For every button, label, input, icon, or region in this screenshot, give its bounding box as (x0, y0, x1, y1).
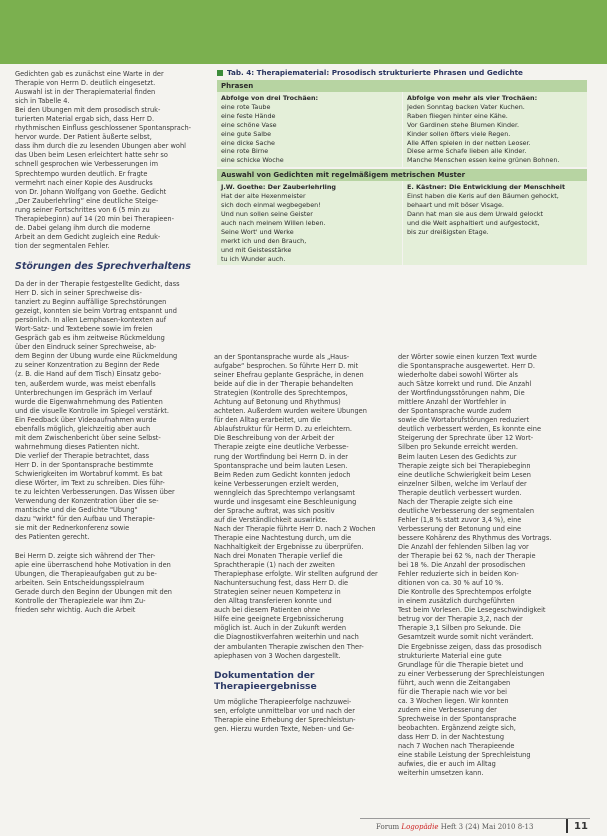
text-line: Nach der Therapie zeigte sich eine (398, 497, 513, 506)
table-cell-line: Dann hat man sie aus dem Urwald gelockt (407, 209, 544, 218)
footer-journal (376, 823, 533, 831)
table-cell-line: auch nach meinem Willen leben. (221, 218, 326, 227)
table-cell-title: Abfolge von mehr als vier Trochäen: (407, 94, 538, 102)
text-line: ten, außerdem wurde, was meist ebenfalls (15, 379, 156, 388)
top-color-band (0, 0, 607, 64)
text-line: mit dem Zwischenbericht über seine Selbst- (15, 433, 161, 442)
text-line: Kontrolle der Therapieziele war ihm Zu- (15, 597, 146, 606)
text-line: rung der Wortfindung bei Herrn D. in der (214, 452, 348, 461)
table-cell-line: Einst haben die Kerls auf den Bäumen gehockt, (407, 192, 559, 201)
text-line: Strategien (Kontrolle des Sprechtempos, (214, 389, 348, 398)
text-line: zudem eine Verbesserung der (398, 705, 497, 714)
journal-name-accent: Logopädie (401, 823, 439, 831)
text-line: apie eine überraschend hohe Motivation in den (15, 561, 171, 570)
text-line: für den Alltag erarbeitet, um die (214, 416, 321, 425)
table-cell-line: merkt ich und den Brauch, (221, 236, 307, 245)
text-line: Therapie eine Nachtestung durch, um die (214, 533, 352, 542)
text-line: Nachuntersuchung fest, dass Herr D. die (214, 579, 349, 588)
text-line: wurde und insgesamt eine Beschleunigung (214, 497, 357, 506)
text-line: (z. B. die Hand auf dem Tisch) Einsatz gebo- (15, 370, 162, 379)
table-cell-trochees-3 (217, 92, 402, 167)
text-line: Herr D. sich in seiner Sprechweise dis- (15, 289, 142, 298)
page-number: 11 (574, 821, 588, 832)
text-line: Die Anzahl der fehlenden Silben lag vor (398, 542, 529, 551)
text-line: beide auf die in der Therapie behandelten (214, 380, 354, 389)
text-line: Wort-Satz- und Textebene sowie im freien (15, 325, 153, 334)
text-line: Herr D. in der Spontansprache bestimmte (15, 460, 154, 469)
table-cell-line: eine rote Taube (221, 102, 271, 111)
text-line: Strategien seiner neuen Kompetenz in (214, 588, 341, 597)
text-line: der Therapie bei 62 %, nach der Therapie (398, 552, 536, 561)
text-line: achteten. Außerdem wurden weitere Übungen (214, 407, 367, 416)
table-cell-line: Vor Gardinen stehe Blumen Kinder. (407, 120, 520, 129)
table-cell-poem-goethe (217, 181, 402, 265)
text-line: Die Kontrolle des Sprechtempos erfolgte (398, 588, 532, 597)
text-line: den Alltag transferieren konnte und (214, 597, 332, 606)
square-bullet-icon (217, 70, 223, 76)
text-line: Therapie eine Erhebung der Sprechleistun- (214, 716, 356, 725)
text-line: der Wortfindungsstörungen nahm, Die (398, 389, 525, 398)
table-cell-line: und die Welt asphaltiert und aufgestockt, (407, 218, 540, 227)
table-cell-line: eine schöne Vase (221, 120, 277, 129)
text-line: Hilfe eine geeignete Ergebnissicherung (214, 615, 344, 624)
text-line: Bei Herrn D. zeigte sich während der Ther- (15, 552, 156, 560)
text-line: dem Beginn der Übung wurde eine Rückmeldung (15, 352, 178, 361)
text-line: wiederholte dabei sowohl Wörter als (398, 371, 518, 380)
text-line: wurde die Eigenwahrnehmung des Patienten (15, 397, 163, 406)
table-cell-line: eine schicke Woche (221, 156, 284, 165)
text-line: rhythmischen Einfluss geschlossener Spontansprach- (15, 124, 192, 133)
text-line: Therapie zeigte eine deutliche Verbesse- (214, 443, 349, 452)
text-line: strukturierte Material eine gute (398, 651, 502, 660)
table-title (217, 68, 587, 77)
table-cell-line: Und nun sollen seine Geister (221, 209, 313, 218)
text-line: der Sprache auftrat, was sich positiv (214, 506, 335, 515)
text-line: Steigerung der Sprechrate über 12 Wort- (398, 434, 534, 443)
table-header-phrasen: Phrasen (217, 80, 587, 92)
text-line: Therapie deutlich verbessert wurden. (398, 488, 522, 497)
table-cell-line: Seine Wort' und Werke (221, 227, 294, 236)
text-line: Therapie 3,1 Silben pro Sekunde. Die (398, 624, 521, 633)
text-line: bei 18 %. Die Anzahl der prosodischen (398, 561, 526, 570)
text-line: gen. Hierzu wurden Texte, Neben- und Ge- (214, 725, 355, 734)
text-line: Grundlage für die Therapie bietet und (398, 660, 524, 669)
table-cell-line: eine feste Hände (221, 111, 276, 120)
table-cell-line: Jeden Sonntag backen Vater Kuchen. (407, 102, 525, 111)
text-line: führt, auch wenn die Zeitangaben (398, 678, 511, 687)
text-line: Therapiebeginn) auf 14 (20 min bei Therapieen- (15, 214, 174, 223)
text-line: Test beim Vorlesen. Die Lesegeschwindigkeit (398, 606, 546, 615)
text-line: zu einer Verbesserung der Sprechleistungen (398, 669, 545, 678)
text-line: Schwierigkeiten im Wortabruf kommt. Es bat (15, 469, 163, 478)
text-line: des Patienten gerecht. (15, 533, 90, 542)
text-line: zu seiner Konzentration zu Beginn der Rede (15, 361, 160, 370)
footer-divider (566, 819, 568, 833)
text-line: der ambulanten Therapie zwischen den Ther- (214, 642, 364, 651)
text-line: aufgabe“ besprochen. So führte Herr D. mit (214, 362, 359, 371)
table-cell-line: eine gute Salbe (221, 129, 272, 138)
table-cell-line: Raben fliegen hinter eine Kähe. (407, 111, 508, 120)
text-line: sowie die Wortabrufstörungen reduziert (398, 416, 530, 425)
text-line: dazu "wirkt" für den Aufbau und Therapie- (15, 515, 155, 524)
text-line: in einem zusätzlich durchgeführten (398, 597, 515, 606)
text-line: das Üben beim Lesen erleichtert hatte sehr so (15, 151, 168, 160)
text-line: Therapie von Herrn D. deutlich eingesetzt. (15, 79, 156, 88)
table-cell-trochees-4 (402, 92, 587, 167)
text-line: die Spontansprache ausgewertet. Herr D. (398, 362, 535, 371)
text-line: Nach der Therapie führte Herr D. nach 2 Wochen (214, 524, 376, 533)
text-line: auch bei diesem Patienten ohne (214, 606, 321, 615)
text-line: Therapiephase erfolgte. Wir stellten aufgrund der (214, 570, 378, 579)
text-line: der Wörter sowie einen kurzen Text wurde (398, 353, 537, 361)
text-line: dass ihm durch die zu lesenden Übungen aber wohl (15, 142, 186, 151)
text-line: deutlich verbessert werden, Es konnte eine (398, 425, 541, 434)
issue-info: Heft 3 (24) Mai 2010 8-13 (440, 823, 534, 831)
table-cell-line: und mit Geistesstärke (221, 245, 292, 254)
text-line: Fehler (1,8 % statt zuvor 3,4 %), eine (398, 515, 522, 524)
text-line: Auswahl ist in der Therapiematerial finden (15, 88, 156, 97)
text-line: Ein Feedback über Videoaufnahmen wurde (15, 415, 157, 424)
text-line: „Der Zauberlehrling“ eine deutliche Steige- (15, 196, 159, 205)
text-line: tion der segmentalen Fehler. (15, 241, 110, 250)
text-line: Beim lauten Lesen des Gedichts zur (398, 452, 517, 461)
text-line: vermehrt nach einer Kopie des Ausdrucks (15, 178, 153, 187)
page-footer (0, 818, 607, 836)
text-line: Silben pro Sekunde erreicht werden. (398, 443, 518, 452)
text-line: sie mit der Rednerkonferenz sowie (15, 524, 130, 533)
column-1-top-text (15, 70, 199, 251)
text-line: auf die Verständlichkeit auswirkte. (214, 515, 328, 524)
text-line: hervor wurde. Der Patient äußerte selbst, (15, 133, 152, 142)
text-line: ca. 3 Wochen liegen. Wir konnten (398, 696, 509, 705)
column-1-bottom-text (15, 280, 199, 542)
text-line: de. Dabei gelang ihm durch die moderne (15, 223, 151, 232)
footer-rule (360, 818, 590, 819)
text-line: gezeigt, konnten sie beim Vortrag entspannt und (15, 307, 177, 316)
text-line: Nach drei Monaten Therapie verlief die (214, 552, 343, 561)
text-line: te zu leichten Verbesserungen. Das Wissen über (15, 488, 175, 497)
text-line: sich in Tabelle 4. (15, 97, 70, 106)
column-2-bottom-text (214, 698, 384, 734)
text-line: keine Verbesserungen erzielt werden, (214, 479, 339, 488)
table-cell-line: Hat der alte Hexenmeister (221, 192, 306, 201)
text-line: persönlich. In allen Lernphasen-kontexten auf (15, 316, 167, 325)
text-line: und die visuelle Kontrolle im Spiegel verstärkt. (15, 406, 169, 415)
text-line: Die verlief der Therapie betrachtet, dass (15, 451, 150, 460)
text-line: Übungen, die Therapieaufgaben gut zu be- (15, 570, 157, 579)
text-line: turierten Material ergab sich, dass Herr D. (15, 115, 155, 124)
table-cell-line: tu ich Wunder auch. (221, 254, 286, 263)
text-line: an der Spontansprache wurde als „Haus- (214, 353, 350, 361)
text-line: Verbesserung der Betonung und eine (398, 524, 522, 533)
text-line: apiephasen von 3 Wochen dargestellt. (214, 651, 341, 660)
text-line: möglich ist. Auch in der Zukunft werden (214, 624, 347, 633)
table-cell-line: sich doch einmal wegbegeben! (221, 201, 321, 210)
text-line: auch Sätze korrekt und rund. Die Anzahl (398, 380, 532, 389)
column-2-text (214, 353, 384, 661)
text-line: Bei den Übungen mit dem prosodisch struk- (15, 106, 161, 115)
text-line: frieden sehr wichtig. Auch die Arbeit (15, 606, 136, 615)
text-line: Die Beschreibung von der Arbeit der (214, 434, 335, 443)
table-cell-line: behaart und mit böser Visage. (407, 201, 504, 210)
text-line: Sprechweise in der Spontansprache (398, 714, 517, 723)
text-line: Verwendung der Konzentration über die se- (15, 497, 159, 506)
text-line: bessere Kohärenz des Rhythmus des Vortrags. (398, 533, 552, 542)
text-line: schnell gesprochen wie Verbesserungen im (15, 160, 158, 169)
text-line: Gedichten gab es zunächst eine Warte in der (15, 70, 164, 78)
text-line: Sprachtherapie (1) nach der zweiten (214, 561, 335, 570)
table-row-gedichte (217, 181, 587, 265)
section-heading-stoerungen: Störungen des Sprechverhaltens (15, 261, 191, 272)
table-cell-poem-kaestner (402, 181, 587, 265)
text-line: Gespräch gab es ihm zeitweise Rückmeldung (15, 334, 165, 343)
table-cell-line: Alle Affen spielen in der netten Leoser. (407, 138, 531, 147)
text-line: ebenfalls möglich, gleichzeitig aber auch (15, 424, 151, 433)
table-cell-line: Diese arme Schafe lieben alle Kinder. (407, 147, 527, 156)
text-line: wahrnehmung dieses Patienten nicht. (15, 442, 140, 451)
text-line: rung seiner Fortschrittes von 6 (5 min zu (15, 205, 150, 214)
text-line: betrug vor der Therapie 3,2, nach der (398, 615, 523, 624)
text-line: über den Eindruck seiner Sprechweise, ab- (15, 343, 157, 352)
text-line: seiner Ehefrau geplante Gespräche, in denen (214, 371, 364, 380)
text-line: weiterhin umsetzen kann. (398, 769, 484, 778)
table-cell-title: E. Kästner: Die Entwicklung der Menschheit (407, 183, 566, 192)
table-cell-line: eine dicke Sache (221, 138, 275, 147)
column-1-last-paragraph (15, 552, 199, 615)
text-line: dass Herr D. in der Nachtestung (398, 732, 505, 741)
text-line: Spontansprache und beim lauten Lesen. (214, 461, 348, 470)
text-line: Achtung auf Betonung und Rhythmus) (214, 398, 341, 407)
table-cell-line: bis zur dreißigsten Etage. (407, 227, 489, 236)
text-line: Gesamtzeit wurde somit nicht verändert. (398, 633, 534, 642)
text-line: von Dr. Johann Wolfgang von Goethe. Gedicht (15, 187, 167, 196)
text-line: Ablaufstruktur für Herrn D. zu erleichtern. (214, 425, 352, 434)
text-line: tanziert zu Beginn auffällige Sprechstörungen (15, 298, 167, 307)
text-line: Um mögliche Therapieerfolge nachzuwei- (214, 698, 352, 706)
text-line: Therapie zeigte sich bei Therapiebeginn (398, 461, 531, 470)
text-line: der Spontansprache wurde zudem (398, 407, 512, 416)
text-line: Sprechtempo wurden deutlich. Er fragte (15, 169, 148, 178)
text-line: für die Therapie nach wie vor bei (398, 687, 507, 696)
text-line: Fehler reduzierte sich in beiden Kon- (398, 570, 519, 579)
table-cell-line: Manche Menschen essen keine grünen Bohnen. (407, 156, 560, 165)
table-cell-line: Kinder sollen öfters viele Regen. (407, 129, 511, 138)
text-line: arbeiten. Sein Entscheidungsspielraum (15, 579, 145, 588)
text-line: Da der in der Therapie festgestellte Gedicht, dass (15, 280, 180, 288)
text-line: ditionen von ca. 30 % auf 10 %. (398, 579, 504, 588)
text-line: nach 7 Wochen nach Therapieende (398, 742, 515, 751)
text-line: Beim Reden zum Gedicht konnten jedoch (214, 470, 351, 479)
section-heading-dokumentation: Dokumentation der Therapieergebnisse (214, 670, 317, 692)
table-4 (217, 80, 587, 265)
text-line: beobachten. Ergänzend zeigte sich, (398, 723, 516, 732)
text-line: diese Wörter, im Text zu schreiben. Dies führ- (15, 479, 165, 488)
text-line: einzelner Silben, welche im Verlauf der (398, 479, 527, 488)
text-line: Nachhaltigkeit der Ergebnisse zu überprüfen. (214, 542, 364, 551)
table-row-phrasen (217, 92, 587, 167)
text-line: mittlere Anzahl der Wortfehler in (398, 398, 507, 407)
text-line: deutliche Verbesserung der segmentalen (398, 506, 534, 515)
text-line: wenngleich das Sprechtempo verlangsamt (214, 488, 355, 497)
text-line: Gerade durch den Beginn der Übungen mit den (15, 588, 172, 597)
text-line: sen, erfolgte unmittelbar vor und nach der (214, 707, 355, 716)
table-section-gedichte: Auswahl von Gedichten mit regelmäßigem metrischen Muster (217, 169, 587, 181)
text-line: Unterbrechungen im Gespräch im Verlauf (15, 388, 153, 397)
column-3-text (398, 353, 588, 778)
table-cell-title: Abfolge von drei Trochäen: (221, 94, 319, 102)
text-line: eine stabile Leistung der Sprechleistung (398, 751, 531, 760)
text-line: mantische und die Gedichte "Übung" (15, 506, 138, 515)
journal-name: Forum (376, 823, 400, 831)
text-line: Arbeit an dem Gedicht zugleich eine Reduk- (15, 232, 161, 241)
text-line: die Diagnostikverfahren weiterhin und nach (214, 633, 359, 642)
text-line: Die Ergebnisse zeigen, dass das prosodisch (398, 642, 542, 651)
table-title-text: Tab. 4: Therapiematerial: Prosodisch strukturierte Phrasen und Gedichte (227, 68, 523, 77)
text-line: eine deutliche Schwierigkeit beim Lesen (398, 470, 531, 479)
text-line: aufwies, die er auch im Alltag (398, 760, 496, 769)
table-cell-title: J.W. Goethe: Der Zauberlehrling (221, 183, 336, 192)
table-cell-line: eine rote Birne (221, 147, 269, 156)
